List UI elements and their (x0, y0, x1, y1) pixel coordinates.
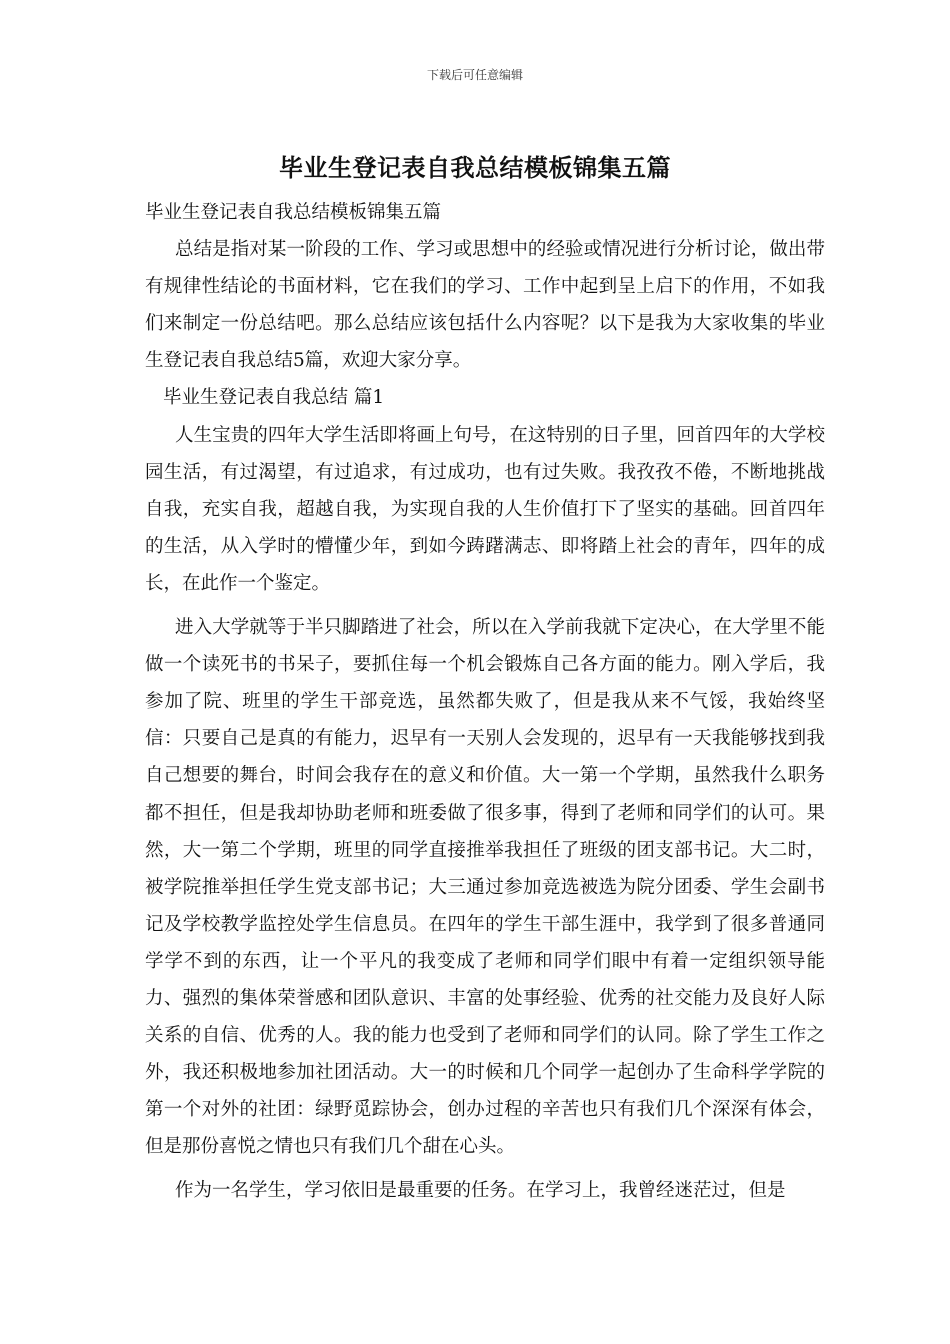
intro-paragraph: 总结是指对某一阶段的工作、学习或思想中的经验或情况进行分析讨论，做出带有规律性结论的书面材料，它在我们的学习、工作中起到呈上启下的作用，不如我们来制定一份总结吧。那么总结应该包括什么内容呢？以下是我为大家收集的毕业生登记表自我总结5篇，欢迎大家分享。 (145, 239, 825, 372)
section-heading: 毕业生登记表自我总结 篇1 (163, 387, 385, 409)
document-body (145, 194, 825, 1210)
document-title: 毕业生登记表自我总结模板锦集五篇 (279, 153, 671, 182)
document-subtitle: 毕业生登记表自我总结模板锦集五篇 (145, 202, 442, 223)
page-header-note: 下载后可任意编辑 (426, 68, 523, 82)
body-paragraph-1: 人生宝贵的四年大学生活即将画上句号，在这特别的日子里，回首四年的大学校园生活，有过渴望，有过追求，有过成功，也有过失败。我孜孜不倦，不断地挑战自我，充实自我，超越自我，为实现自我的人生价值打下了坚实的基础。回首四年的生活，从入学时的懵懂少年，到如今踌躇满志、即将踏上社会的青年，四年的成长，在此作一个鉴定。 (145, 424, 825, 594)
body-paragraph-3: 作为一名学生，学习依旧是最重要的任务。在学习上，我曾经迷茫过，但是 (175, 1180, 786, 1202)
body-paragraph-2: 进入大学就等于半只脚踏进了社会，所以在入学前我就下定决心，在大学里不能做一个读死书的书呆子，要抓住每一个机会锻炼自己各方面的能力。刚入学后，我参加了院、班里的学生干部竞选，虽然都失败了，但是我从来不气馁，我始终坚信：只要自己是真的有能力，迟早有一天别人会发现的，迟早有一天我能够找到我自己想要的舞台，时间会我存在的意义和价值。大一第一个学期，虽然我什么职务都不担任，但是我却协助老师和班委做了很多事，得到了老师和同学们的认可。果然，大一第二个学期，班里的同学直接推举我担任了班级的团支部书记。大二时，被学院推举担任学生党支部书记；大三通过参加竞选被选为院分团委、学生会副书记及学校教学监控处学生信息员。在四年的学生干部生涯中，我学到了很多普通同学学不到的东西，让一个平凡的我变成了老师和同学们眼中有着一定组织领导能力、强烈的集体荣誉感和团队意识、丰富的处事经验、优秀的社交能力及良好人际关系的自信、优秀的人。我的能力也受到了老师和同学们的认同。除了学生工作之外，我还积极地参加社团活动。大一的时候和几个同学一起创办了生命科学学院的第一个对外的社团：绿野觅踪协会，创办过程的辛苦也只有我们几个深深有体会，但是那份喜悦之情也只有我们几个甜在心头。 (145, 617, 825, 1158)
